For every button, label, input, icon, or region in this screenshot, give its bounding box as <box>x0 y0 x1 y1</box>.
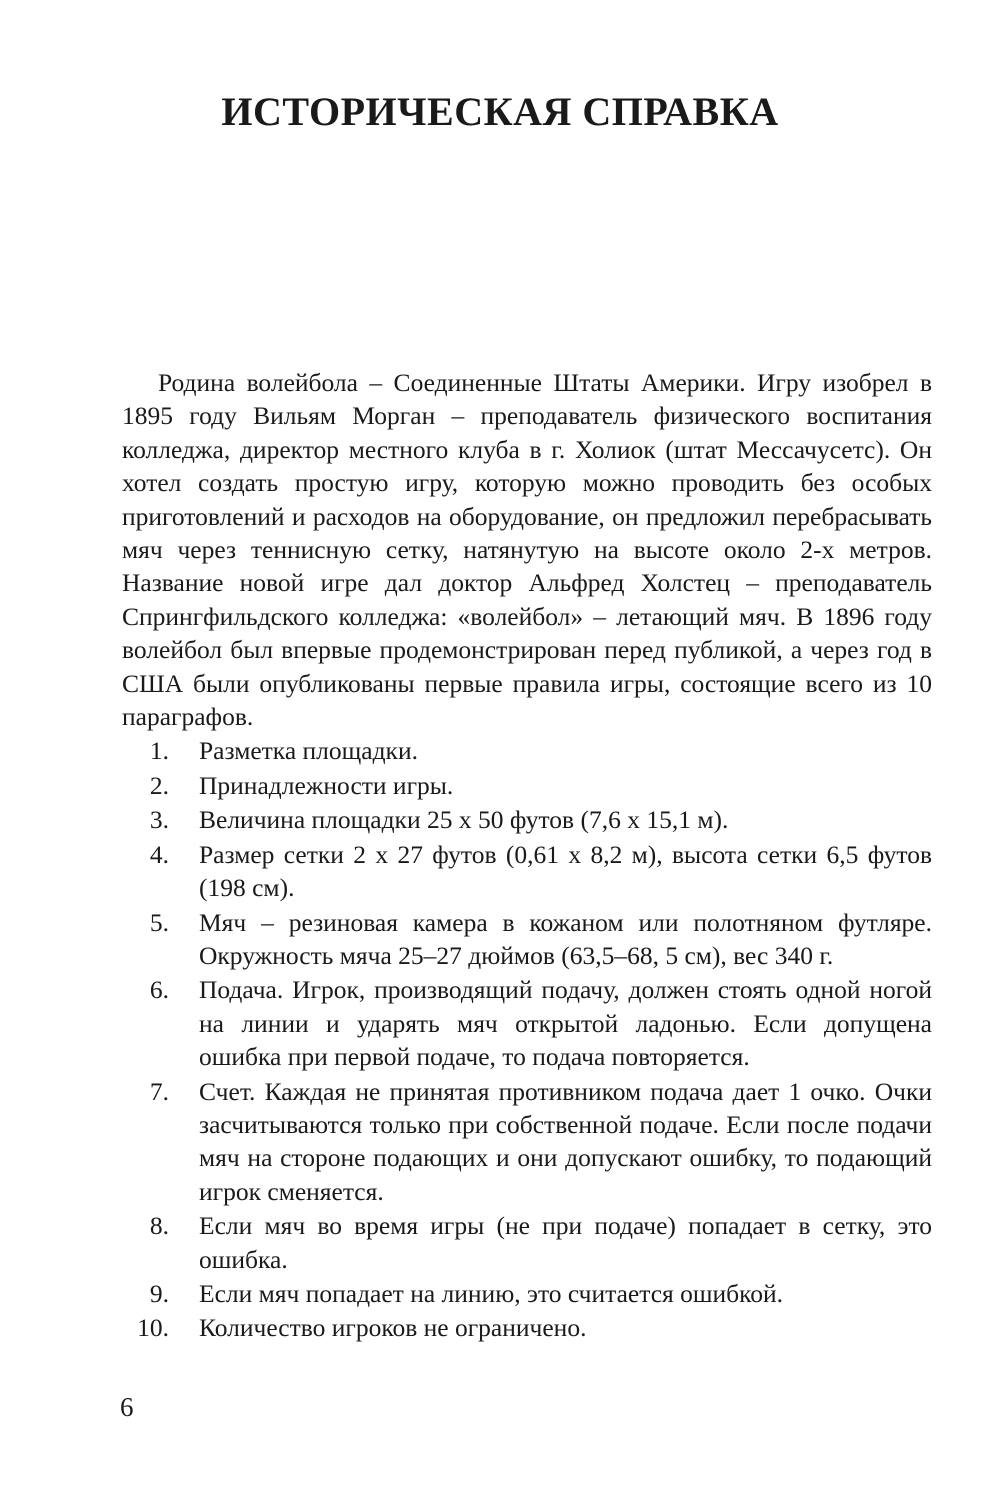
list-item-number: 2. <box>149 770 169 800</box>
list-item <box>122 803 932 836</box>
list-item <box>122 973 932 1073</box>
list-item-number: 7. <box>149 1076 169 1106</box>
list-item-number: 4. <box>149 839 169 869</box>
intro-paragraph: Родина волейбола – Соединенные Штаты Америки. Игру изобрел в 1895 году Вильям Морган – преподаватель физического воспитания колледжа, директор местного клуба в г. Холиок (штат Мессачусетс). Он хотел создать простую игру, которую можно проводить без особых приготовлений и расходов на оборудование, он предложил перебрасывать мяч через теннисную сетку, натянутую на высоте около 2-х метров. Название новой игре дал доктор Альфред Холстец – преподаватель Спрингфильдского колледжа: «волейбол» – летающий мяч. В 1896 году волейбол был впервые продемонстрирован перед публикой, а через год в США были опубликованы первые правила игры, состоящие всего из 10 параграфов. <box>122 368 932 732</box>
list-item-text: Если мяч во время игры (не при подаче) попадает в сетку, это ошибка. <box>199 1211 932 1274</box>
list-item-text: Размер сетки 2 х 27 футов (0,61 х 8,2 м), высота сетки 6,5 футов (198 см). <box>199 839 932 903</box>
page-number: 6 <box>120 1392 134 1422</box>
list-item-text: Разметка площадки. <box>199 736 418 766</box>
list-item-number: 3. <box>149 805 169 835</box>
list-item-number: 5. <box>149 907 169 937</box>
list-item <box>122 734 932 767</box>
list-item-text: Принадлежности игры. <box>199 770 454 800</box>
list-item-number: 10. <box>137 1313 169 1343</box>
list-item-number: 6. <box>149 975 169 1005</box>
list-item <box>122 838 932 905</box>
list-item-text: Подача. Игрок, производящий подачу, должен стоять одной ногой на линии и ударять мяч открытой ладонью. Если допущена ошибка при первой подаче, то подача повторяется. <box>199 975 932 1072</box>
rules-list <box>122 734 932 1344</box>
list-item <box>122 1209 932 1276</box>
list-item-number: 1. <box>149 736 169 766</box>
list-item <box>122 1311 932 1344</box>
list-item-text: Если мяч попадает на линию, это считается ошибкой. <box>199 1278 783 1308</box>
list-item-text: Величина площадки 25 х 50 футов (7,6 х 15,1 м). <box>199 805 729 835</box>
list-item <box>122 1075 932 1209</box>
list-item <box>122 1277 932 1310</box>
list-item-number: 8. <box>149 1211 169 1241</box>
page-title: ИСТОРИЧЕСКАЯ СПРАВКА <box>221 89 779 134</box>
list-item <box>122 769 932 802</box>
list-item-number: 9. <box>149 1278 169 1308</box>
list-item-text: Счет. Каждая не принятая противником подача дает 1 очко. Очки засчитываются только при собственной подаче. Если после подачи мяч на стороне подающих и они допускают ошибку, то подающий игрок сменяется. <box>199 1076 932 1206</box>
body-text <box>122 366 932 1345</box>
list-item-text: Мяч – резиновая камера в кожаном или полотняном футляре. Окружность мяча 25–27 дюймов (63,5–68, 5 см), вес 340 г. <box>199 907 932 970</box>
list-item <box>122 906 932 973</box>
list-item-text: Количество игроков не ограничено. <box>199 1313 587 1343</box>
